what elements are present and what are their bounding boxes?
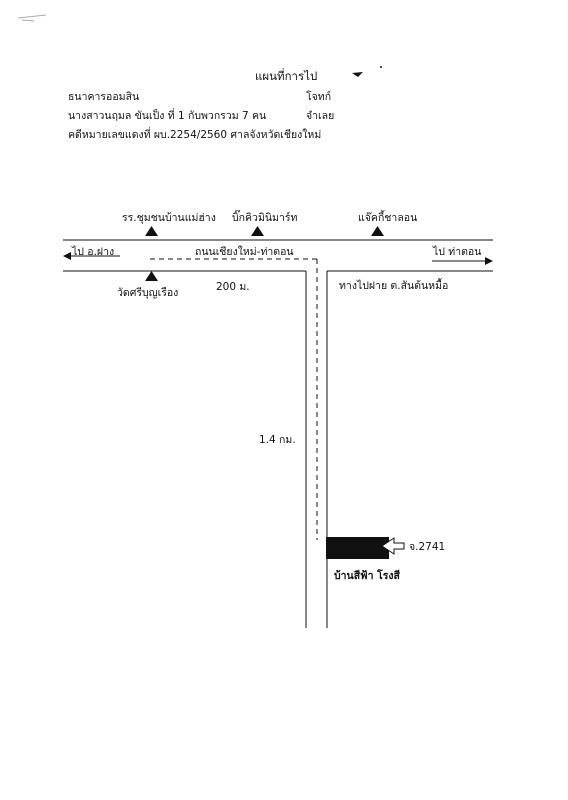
- scan-mark-top-left: [18, 15, 46, 21]
- temple-landmark-icon: [145, 271, 158, 281]
- document-title: แผนที่การไป: [255, 69, 318, 83]
- school-label: รร.ชุมชนบ้านแม่ฮ่าง: [122, 212, 216, 224]
- main-road-label: ถนนเชียงใหม่-ท่าตอน: [195, 246, 294, 258]
- deed-number-label: จ.2741: [409, 541, 446, 553]
- store-landmark-icon: [251, 226, 264, 236]
- side-road-distance-label: 1.4 กม.: [259, 434, 296, 446]
- junction-label: แจ๊คกี้ชาลอน: [358, 212, 418, 224]
- target-property-block: [326, 537, 389, 559]
- scan-mark-dot: [380, 66, 382, 68]
- turn-distance-label: 200 ม.: [216, 281, 250, 293]
- east-direction-label: ไป ท่าตอน: [433, 246, 482, 258]
- defendant-name: นางสาวนฤมล ขันเป็ง ที่ 1 กับพวกรวม 7 คน: [68, 110, 267, 122]
- junction-landmark-icon: [371, 226, 384, 236]
- plaintiff-name: ธนาคารออมสิน: [68, 91, 140, 103]
- store-label: บิ๊กคิวมินิมาร์ท: [232, 212, 298, 224]
- temple-label: วัดศรีบุญเรือง: [117, 287, 179, 299]
- side-road-label: ทางไปฝาย ต.สันต้นหมื้อ: [339, 280, 449, 292]
- scan-mark-ink-dot: [352, 72, 363, 77]
- house-name-label: บ้านสีฟ้า โรงสี: [334, 570, 400, 582]
- defendant-role: จำเลย: [306, 110, 335, 122]
- case-number: คดีหมายเลขแดงที่ ผบ.2254/2560 ศาลจังหวัดเชียงใหม่: [68, 129, 322, 141]
- west-direction-label: ไป อ.ฝาง: [72, 246, 115, 258]
- plaintiff-role: โจทก์: [306, 91, 332, 103]
- school-landmark-icon: [145, 226, 158, 236]
